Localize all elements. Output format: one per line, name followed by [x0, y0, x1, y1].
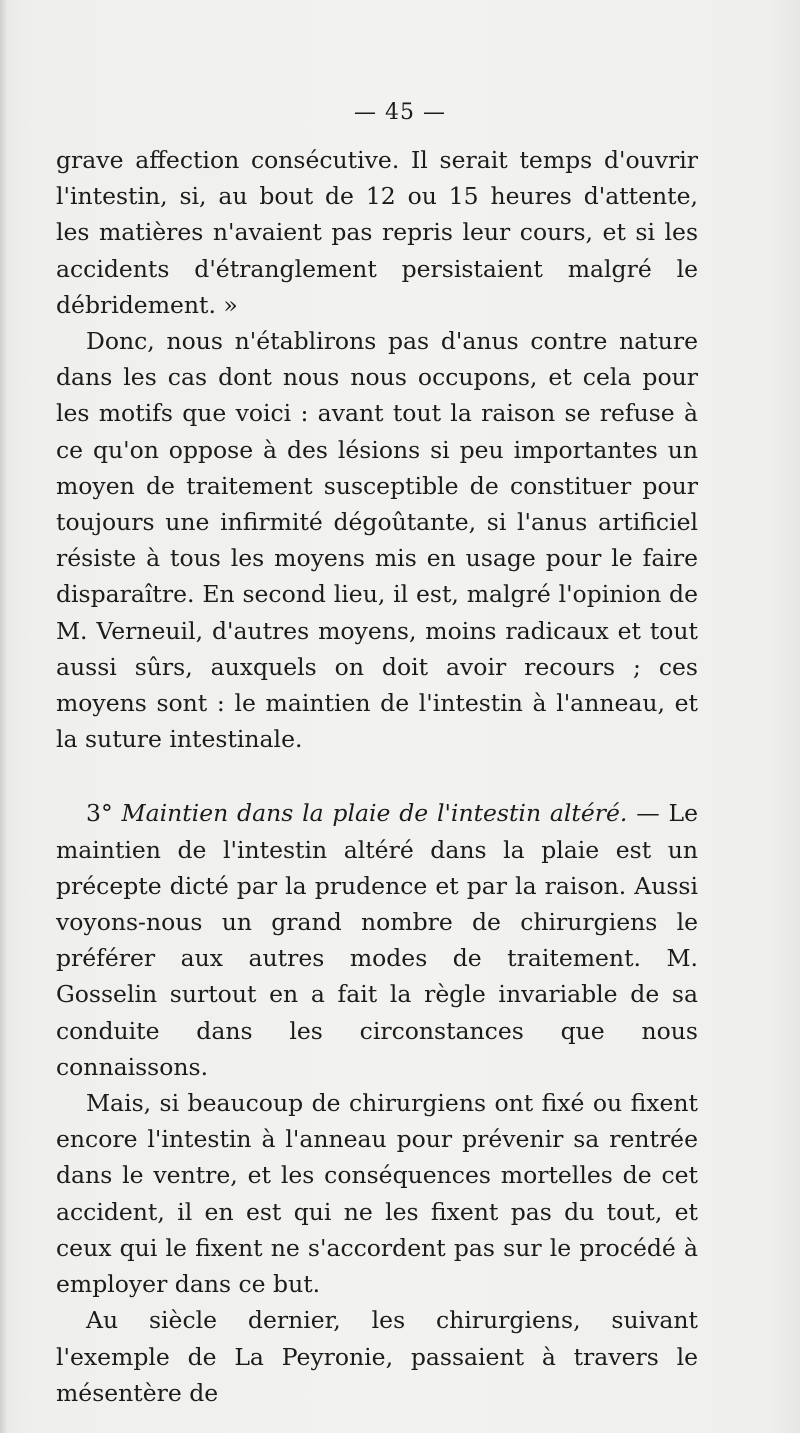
- paragraph: grave affection consécutive. Il serait temps d'ouvrir l'intestin, si, au bout de 12 ou 15 heures d'attente, les matières n'avaient pas repris leur cours, et si les accidents d'étranglement persistaient malgré le débridement. »: [56, 146, 698, 319]
- section-number: 3°: [86, 799, 113, 828]
- paragraph: Au siècle dernier, les chirurgiens, suivant l'exemple de La Peyronie, passaient à travers le mésentère de: [56, 1306, 698, 1407]
- page-edge: [0, 0, 8, 1433]
- section-text: — Le maintien de l'intestin altéré dans la plaie est un précepte dicté par la prudence et par la raison. Aussi voyons-nous un grand nombre de chirurgiens le préférer aux autres modes de traitement. M. Gosselin surtout en a fait la règle invariable de sa conduite dans les circonstances que nous connaissons.: [56, 799, 698, 1081]
- paragraph: Donc, nous n'établirons pas d'anus contre nature dans les cas dont nous nous occupons, et cela pour les motifs que voici : avant tout la raison se refuse à ce qu'on oppose à des lésions si peu importantes un moyen de traitement susceptible de constituer pour toujours une infirmité dégoûtante, si l'anus artificiel résiste à tous les moyens mis en usage pour le faire disparaître. En second lieu, il est, malgré l'opinion de M. Verneuil, d'autres moyens, moins radicaux et tout aussi sûrs, auxquels on doit avoir recours ; ces moyens sont : le maintien de l'intestin à l'anneau, et la suture intestinale.: [56, 327, 698, 754]
- body-text: [56, 142, 698, 1411]
- section-paragraph: [56, 795, 698, 1085]
- paragraph: Mais, si beaucoup de chirurgiens ont fixé ou fixent encore l'intestin à l'anneau pour prévenir sa rentrée dans le ventre, et les conséquences mortelles de cet accident, il en est qui ne les fixent pas du tout, et ceux qui le fixent ne s'accordent pas sur le procédé à employer dans ce but.: [56, 1089, 698, 1299]
- page-number: — 45 —: [354, 100, 446, 125]
- section-title: Maintien dans la plaie de l'intestin altéré.: [121, 799, 628, 828]
